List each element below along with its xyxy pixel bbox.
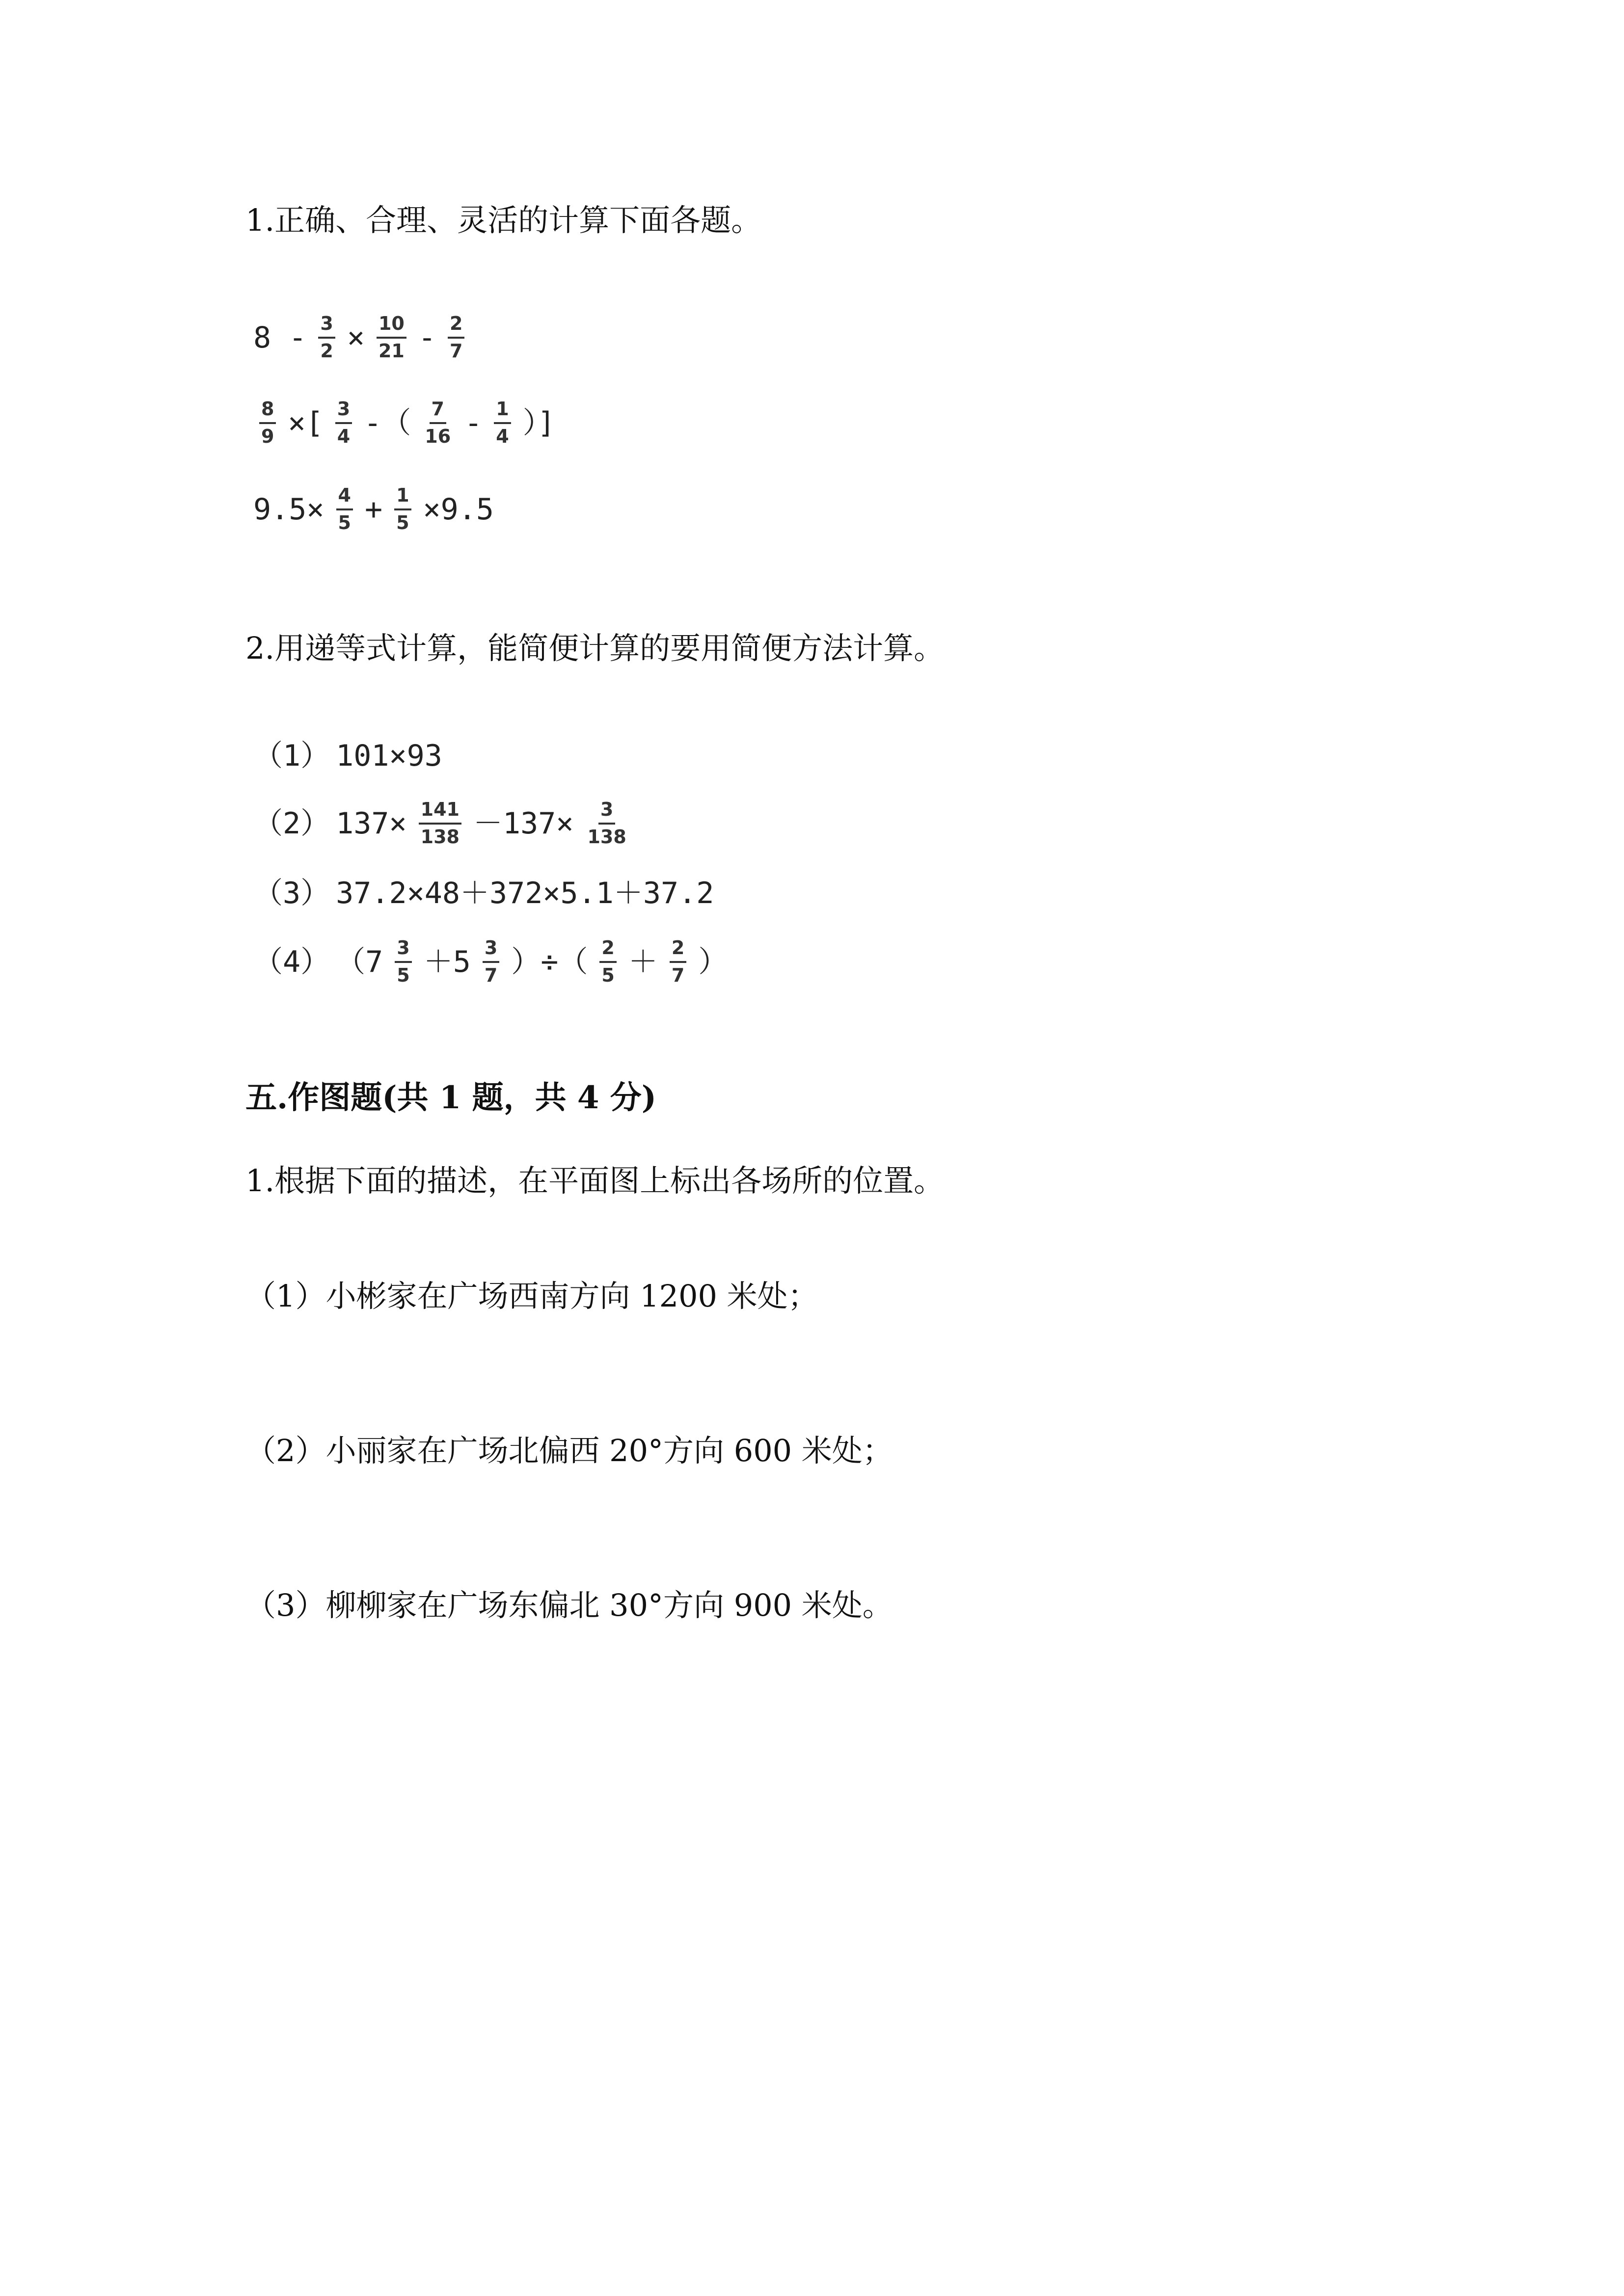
fraction: $\frac{10}{21}$ [368, 314, 415, 361]
operator: ×9.5 [423, 492, 494, 527]
expr1-term: 8 - [253, 320, 307, 355]
item-expression: 37.2×48＋372×5.1＋37.2 [336, 876, 714, 910]
operator: ）] [522, 405, 555, 440]
item-term: （7 [336, 944, 383, 979]
fraction: $\frac{3}{4}$ [326, 400, 361, 447]
fraction: $\frac{1}{5}$ [385, 486, 420, 533]
calc-item-4 [250, 938, 731, 986]
fraction: $\frac{3}{7}$ [474, 938, 508, 986]
list-item: （2）小丽家在广场北偏西 20°方向 600 米处； [245, 1433, 893, 1468]
item-term: ）÷（ [511, 944, 588, 979]
calc-item-2 [250, 800, 637, 847]
operator: × [347, 320, 365, 355]
fraction: $\frac{8}{9}$ [250, 400, 285, 447]
section-heading: 五.作图题(共 1 题，共 4 分) [245, 1079, 657, 1116]
calc-item-3 [250, 876, 717, 910]
list-item: （1）小彬家在广场西南方向 1200 米处； [245, 1278, 818, 1314]
list-item: （3）柳柳家在广场东偏北 30°方向 900 米处。 [245, 1587, 893, 1623]
expression-1 [250, 314, 473, 361]
fraction: $\frac{2}{7}$ [661, 938, 695, 986]
fraction: $\frac{7}{16}$ [425, 398, 451, 447]
fraction: $\frac{141}{138}$ [410, 800, 470, 847]
fraction: $\frac{2}{7}$ [439, 314, 473, 361]
operator: ×[ [288, 405, 324, 440]
question-2-title: 2.用递等式计算，能简便计算的要用简便方法计算。 [245, 630, 945, 666]
fraction: $\frac{3}{2}$ [309, 314, 344, 361]
operator: - [464, 405, 483, 440]
operator: - [418, 320, 436, 355]
fraction: $\frac{4}{5}$ [327, 486, 362, 533]
item-term: ＋ [628, 944, 658, 979]
item-label: （1） [253, 739, 330, 773]
calc-item-1 [250, 741, 445, 771]
item-label: （2） [253, 806, 330, 841]
fraction: $\frac{1}{4}$ [485, 400, 519, 447]
expression-2 [250, 400, 558, 447]
expression-3 [250, 486, 497, 533]
question-title: 1.根据下面的描述，在平面图上标出各场所的位置。 [245, 1163, 945, 1199]
operator: -（ [364, 405, 411, 440]
question-1-title: 1.正确、合理、灵活的计算下面各题。 [245, 202, 762, 238]
item-label: （3） [253, 876, 330, 910]
fraction: $\frac{2}{5}$ [591, 938, 625, 986]
item-term: －137× [473, 806, 574, 841]
item-term: 137× [336, 806, 407, 841]
operator: + [364, 492, 383, 527]
item-term: ＋5 [423, 944, 471, 979]
item-term: ） [698, 944, 728, 979]
fraction: $\frac{3}{138}$ [587, 799, 626, 848]
expr3-term: 9.5× [253, 492, 325, 527]
item-label: （4） [253, 944, 330, 979]
item-expression: 101×93 [336, 739, 442, 773]
fraction: $\frac{3}{5}$ [386, 938, 420, 986]
